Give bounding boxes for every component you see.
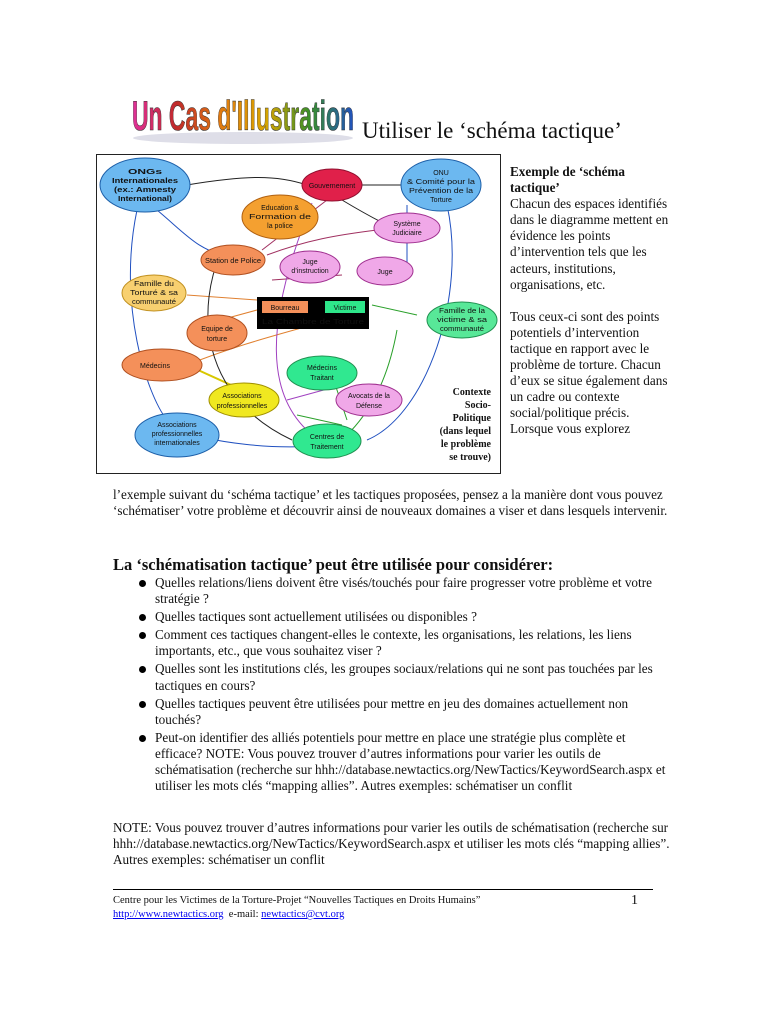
explanation-paragraph-2: Tous ceux-ci sont des points potentiels d’intervention tactique en rapport avec le problème de torture. Chacun d’eux se situe également dans un cadre ou contexte social/politique précis. Lorsque vous explorez [510,308,668,437]
svg-text:& Comité pour la: & Comité pour la [407,179,476,186]
svg-text:Politique: Politique [452,413,491,424]
svg-text:communauté: communauté [132,299,177,306]
svg-text:(ex.: Amnesty: (ex.: Amnesty [114,187,177,194]
list-item: Quelles tactiques peuvent être utilisées pour mettre en jeu des domaines actuellement non touchés? [135,696,675,728]
bullet-icon [139,580,146,587]
svg-text:Famille de la: Famille de la [439,308,486,315]
intro-paragraph: l’exemple suivant du ‘schéma tactique’ et les tactiques proposées, pensez a la manière dont vous pouvez ‘schématiser’ votre problème et découvrir ainsi de nouveaux domaines a viser et dans lesquels intervenir. [113,487,668,519]
list-item: Comment ces tactiques changent-elles le contexte, les organisations, les relations, les liens importants, etc., que vous souhaitez viser ? [135,627,675,659]
svg-text:Formation de: Formation de [249,214,312,221]
svg-text:Défense: Défense [355,403,383,410]
svg-text:Judiciaire: Judiciaire [392,230,422,237]
svg-text:Traitant: Traitant [310,375,334,382]
list-item: Peut-on identifier des alliés potentiels pour mettre en place une stratégie plus complète et efficace? NOTE: Vous pouvez trouver d’autres informations pour varier les outils de schématisation (recherche sur hhh://database.newtactics.org/NewTactics/KeywordSearch.aspx et utiliser les mots clés “mapping allies”. Autres exemples: schématiser un conflit [135,730,675,794]
bullet-icon [139,735,146,742]
svg-text:d’instruction: d’instruction [291,268,329,275]
svg-text:Contexte: Contexte [452,387,491,398]
svg-text:torture: torture [206,336,228,343]
svg-text:ONU: ONU [433,170,449,177]
tactical-map-diagram [96,154,501,474]
svg-text:Système: Système [393,221,421,228]
footer-divider [113,889,653,890]
node-chambre: La Chambre de Torture [262,319,365,326]
svg-text:Torture: Torture [430,197,452,204]
node-station: Station de Police [205,258,262,265]
node-bourreau: Bourreau [270,305,300,312]
svg-text:Centres de: Centres de [309,434,345,441]
bullet-icon [139,632,146,639]
svg-text:(dans lequel: (dans lequel [439,426,491,437]
explanation-paragraph-1: Chacun des espaces identifiés dans le diagramme mettent en évidence les points d’intervention tels que les acteurs, institutions, organisations, etc. [510,196,669,292]
svg-text:la police: la police [267,223,293,230]
svg-text:internationales: internationales [154,440,200,447]
footer [113,894,668,922]
note-paragraph: NOTE: Vous pouvez trouver d’autres informations pour varier les outils de schématisation (recherche sur hhh://database.newtactics.org/NewTactics/KeywordSearch.aspx et utiliser les mots clés “mapping allies”. Autres exemples: schématiser un conflit [113,820,670,868]
logo [128,78,358,153]
page-number: 1 [631,893,638,908]
node-victime: Victime [333,305,357,312]
node-medecins: Médecins [140,363,170,370]
bullet-icon [139,666,146,673]
website-link[interactable]: http://www.newtactics.org [113,909,224,920]
svg-text:Famille du: Famille du [134,281,175,288]
svg-text:Médecins: Médecins [307,365,337,372]
svg-text:Avocats de la: Avocats de la [348,393,390,400]
svg-text:Associations: Associations [222,393,262,400]
node-juge: Juge [377,269,393,276]
svg-text:Associations: Associations [157,422,197,429]
svg-text:professionnelles: professionnelles [216,403,268,410]
section-heading: La ‘schématisation tactique’ peut être utilisée pour considérer: [113,555,554,574]
svg-text:victime & sa: victime & sa [437,317,488,324]
page-subtitle: Utiliser le ‘schéma tactique’ [362,118,622,143]
svg-text:le problème: le problème [440,439,491,450]
example-title: Exemple de ‘schéma tactique’ [510,164,626,196]
list-item: Quelles tactiques sont actuellement utilisées ou disponibles ? [135,609,675,625]
bullet-icon [139,614,146,621]
bullet-icon [139,701,146,708]
svg-text:Education &: Education & [261,205,299,212]
svg-text:Torturé & sa: Torturé & sa [130,290,179,297]
svg-text:communauté: communauté [440,326,485,333]
svg-text:Juge: Juge [302,259,318,266]
diagram-explanation [510,164,675,438]
footer-organization: Centre pour les Victimes de la Torture-Projet “Nouvelles Tactiques en Droits Humains” [113,895,481,906]
svg-text:International): International) [118,196,172,203]
node-gouvernement: Gouvernement [308,183,356,190]
email-label: e-mail: [228,909,259,920]
svg-text:Traitement: Traitement [310,444,344,451]
svg-text:Socio-: Socio- [464,400,491,411]
svg-text:ONGs: ONGs [128,169,163,176]
svg-text:professionnelles: professionnelles [151,431,203,438]
svg-text:se trouve): se trouve) [449,452,491,463]
questions-list [135,575,675,796]
svg-text:Internationales: Internationales [112,178,179,185]
svg-text:Un Cas d'Illustration: Un Cas d'Illustration [132,92,354,139]
svg-text:Prévention de la: Prévention de la [409,188,474,195]
list-item: Quelles sont les institutions clés, les groupes sociaux/relations qui ne sont pas touchées par les tactiques en cours? [135,661,675,693]
svg-text:Equipe de: Equipe de [201,326,233,333]
list-item: Quelles relations/liens doivent être visés/touchés pour faire progresser votre problème et votre stratégie ? [135,575,675,607]
email-link[interactable]: newtactics@cvt.org [261,909,345,920]
